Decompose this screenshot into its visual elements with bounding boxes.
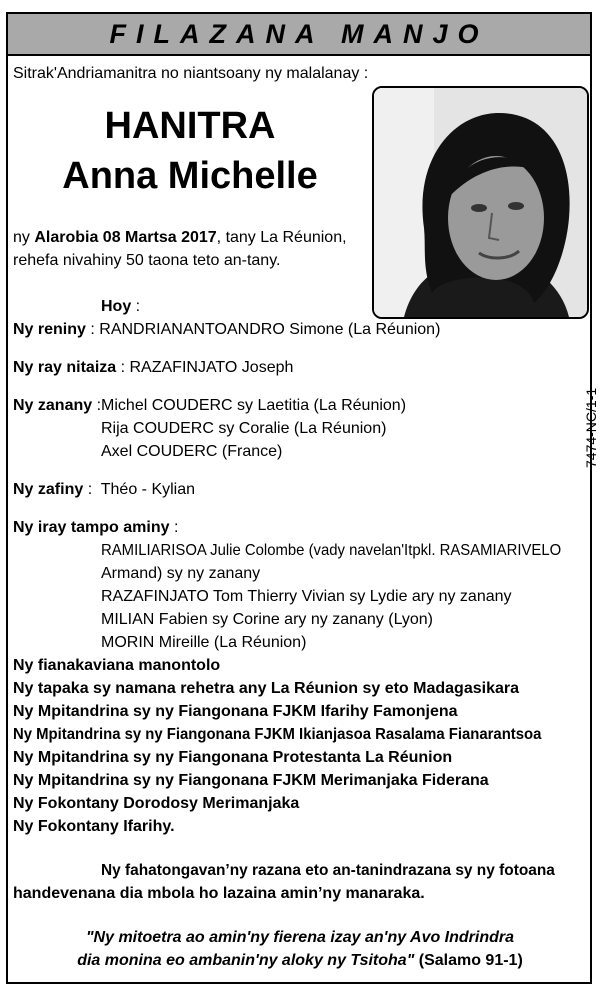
grandchildren-label: Ny zafiny: [13, 481, 84, 498]
sibling-item: MILIAN Fabien sy Corine ary ny zanany (Lyon): [101, 611, 433, 628]
stepfather-value: RAZAFINJATO Joseph: [129, 359, 294, 376]
reference-code: 7474-NC/1-1: [583, 387, 599, 468]
death-prefix: ny: [13, 229, 35, 246]
quote-line-2: [0, 950, 600, 972]
mother-value: RANDRIANANTOANDRO Simone (La Réunion): [99, 321, 441, 338]
death-date: Alarobia 08 Martsa 2017: [34, 229, 217, 246]
deceased-given-names: Anna Michelle: [62, 155, 318, 197]
quote-source: (Salamo 91-1): [414, 952, 523, 969]
child-item: Axel COUDERC (France): [101, 443, 283, 460]
grandchildren-value: Théo - Kylian: [100, 481, 196, 498]
mother-sep: :: [85, 321, 100, 338]
hoy-line: [101, 297, 140, 317]
stepfather-sep: :: [116, 359, 130, 376]
group-item: Ny Mpitandrina sy ny Fiangonana FJKM Ifarihy Famonjena: [13, 703, 458, 720]
siblings-line: [13, 518, 178, 538]
group-item: Ny Fokontany Dorodosy Merimanjaka: [13, 795, 300, 812]
deceased-portrait: [372, 86, 589, 319]
mother-label: Ny reniny: [13, 321, 86, 338]
death-line-2: rehefa nivahiny 50 taona teto an-tany.: [13, 252, 281, 269]
sibling-item: RAZAFINJATO Tom Thierry Vivian sy Lydie ary ny zanany: [101, 588, 512, 605]
child-item: Michel COUDERC sy Laetitia (La Réunion): [101, 397, 407, 414]
deceased-surname: HANITRA: [104, 105, 276, 147]
death-line-1: [13, 228, 347, 248]
group-item: Ny Mpitandrina sy ny Fiangonana Protestanta La Réunion: [13, 749, 453, 766]
closing-line-2: handevenana dia mbola ho lazaina amin’ny manaraka.: [13, 885, 425, 902]
hoy-label: Hoy: [101, 298, 132, 315]
grandchildren-sep: :: [83, 481, 101, 498]
children-label: Ny zanany: [13, 397, 93, 414]
sibling-item: RAMILIARISOA Julie Colombe (vady navelan'Itpkl. RASAMIARIVELO: [101, 542, 562, 559]
stepfather-label: Ny ray nitaiza: [13, 359, 117, 376]
stepfather-line: [13, 358, 293, 378]
intro-text: Sitrak'Andriamanitra no niantsoany ny malalanay :: [13, 65, 369, 82]
children-sep: :: [92, 397, 102, 414]
quote-text-2: dia monina eo ambanin'ny aloky ny Tsitoha": [77, 952, 415, 969]
portrait-image: [374, 88, 587, 317]
children-line: [13, 396, 406, 416]
siblings-label: Ny iray tampo aminy: [13, 519, 170, 536]
quote-text-1: "Ny mitoetra ao amin'ny fierena izay an'ny Avo Indrindra: [85, 929, 515, 946]
group-item: Ny tapaka sy namana rehetra any La Réunion sy eto Madagasikara: [13, 680, 519, 697]
group-item: Ny Fokontany Ifarihy.: [13, 818, 175, 835]
group-item: Ny Mpitandrina sy ny Fiangonana FJKM Ikianjasoa Rasalama Fianarantsoa: [13, 726, 542, 743]
group-item: Ny fianakaviana manontolo: [13, 657, 221, 674]
siblings-sep: :: [169, 519, 179, 536]
mother-line: [13, 320, 440, 340]
sibling-item: Armand) sy ny zanany: [101, 565, 261, 582]
death-place: , tany La Réunion,: [216, 229, 347, 246]
sibling-item: MORIN Mireille (La Réunion): [101, 634, 307, 651]
group-item: Ny Mpitandrina sy ny Fiangonana FJKM Merimanjaka Fiderana: [13, 772, 489, 789]
child-item: Rija COUDERC sy Coralie (La Réunion): [101, 420, 387, 437]
quote-line-1: [0, 927, 600, 949]
grandchildren-line: [13, 480, 195, 500]
closing-line-1: Ny fahatongavan’ny razana eto an-tanindrazana sy ny fotoana: [101, 862, 555, 879]
hoy-colon: :: [131, 298, 141, 315]
notice-header: FILAZANA MANJO: [8, 14, 590, 56]
